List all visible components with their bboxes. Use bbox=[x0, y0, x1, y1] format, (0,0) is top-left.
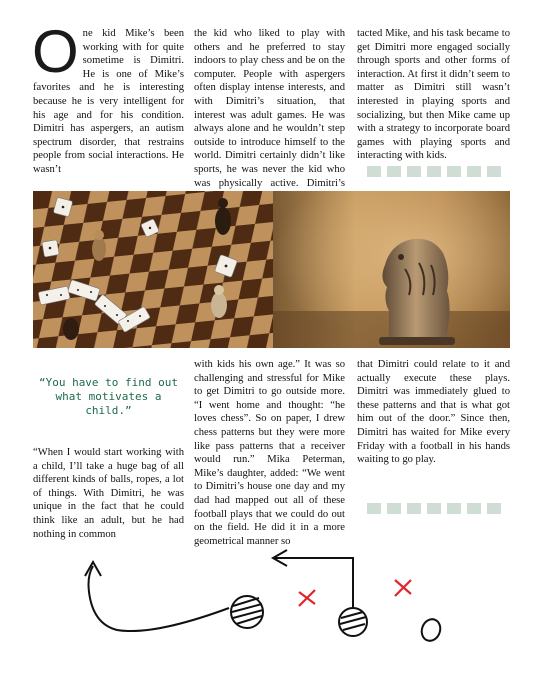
column-2-text: the kid who liked to play with others and he preferred to stay indoors to play chess and be on the computer. People with aspergers often display intense interests, and with Dimitri’s situation, that interest was adult games. He was always alone and he wouldn’t step outside to introduce himself to the world. Dimitri certainly didn’t like sports, he was never the kid who was physically active. Dimitri’s bbox=[194, 28, 345, 189]
column-4-text: “When I would start working with a child, I’ll take a huge bag of all different kinds of balls, ropes, a lot of things. With Dimitri, he was unique in the fact that he could think like an adult, but he had nothing in common bbox=[33, 447, 184, 540]
column-6-text: that Dimitri could relate to it and actually execute these plays. Dimitri was immediately glued to these patterns and that is what got him out of the door.” Since then, Dimitri has waited for Mike every Friday with a football in his hands waiting to go play. bbox=[357, 359, 510, 466]
column-1-text: ne kid Mike’s been working with for quite sometime is Dimitri. He is one of Mike’s favorites and he is interesting because he is very intelligent for his age and for his condition. Dimitri has aspergers, an autism spectrum disorder, that restrains people from social interactions. He wasn’t bbox=[33, 28, 184, 175]
chess-board-photo bbox=[33, 191, 510, 348]
article-column-4 bbox=[33, 446, 184, 541]
article-column-2 bbox=[194, 27, 345, 204]
player-circle-left bbox=[231, 596, 263, 628]
drop-cap: O bbox=[32, 18, 79, 85]
decorative-squares-top bbox=[367, 166, 501, 177]
article-column-3 bbox=[357, 27, 510, 163]
article-column-1 bbox=[32, 18, 184, 177]
column-3-text: tacted Mike, and his task became to get Dimitri more engaged socially through sports and other forms of interaction. At first it didn’t seem to matter as Dimitri still wasn’t interested in playing sports and socializing, but then Mike came up with a strategy to incorporate board games with playing sports and interacting with kids. bbox=[357, 28, 510, 162]
pull-quote: “You have to find out what motivates a child.” bbox=[38, 376, 179, 417]
decorative-squares-bottom bbox=[367, 503, 501, 514]
football-play-sketch bbox=[33, 546, 510, 700]
column-5-text: with kids his own age.” It was so challenging and stressful for Mike to get Dimitri to go outside more. “I went home and thought: “he loves chess”. So on paper, I drew chess patterns but they were more like pass patterns that a receiver would run.” Mika Peterman, Mike’s daughter, added: “We went to Dimitri’s house one day and my dad had mapped out all of these football plays that we could do out on the field. He did it in a more geometrical manner so bbox=[194, 359, 345, 547]
article-column-5 bbox=[194, 358, 345, 548]
defender-x-marks bbox=[299, 580, 411, 606]
knight-piece bbox=[379, 239, 455, 345]
article-column-6 bbox=[357, 358, 510, 467]
player-circle-right bbox=[339, 608, 367, 636]
